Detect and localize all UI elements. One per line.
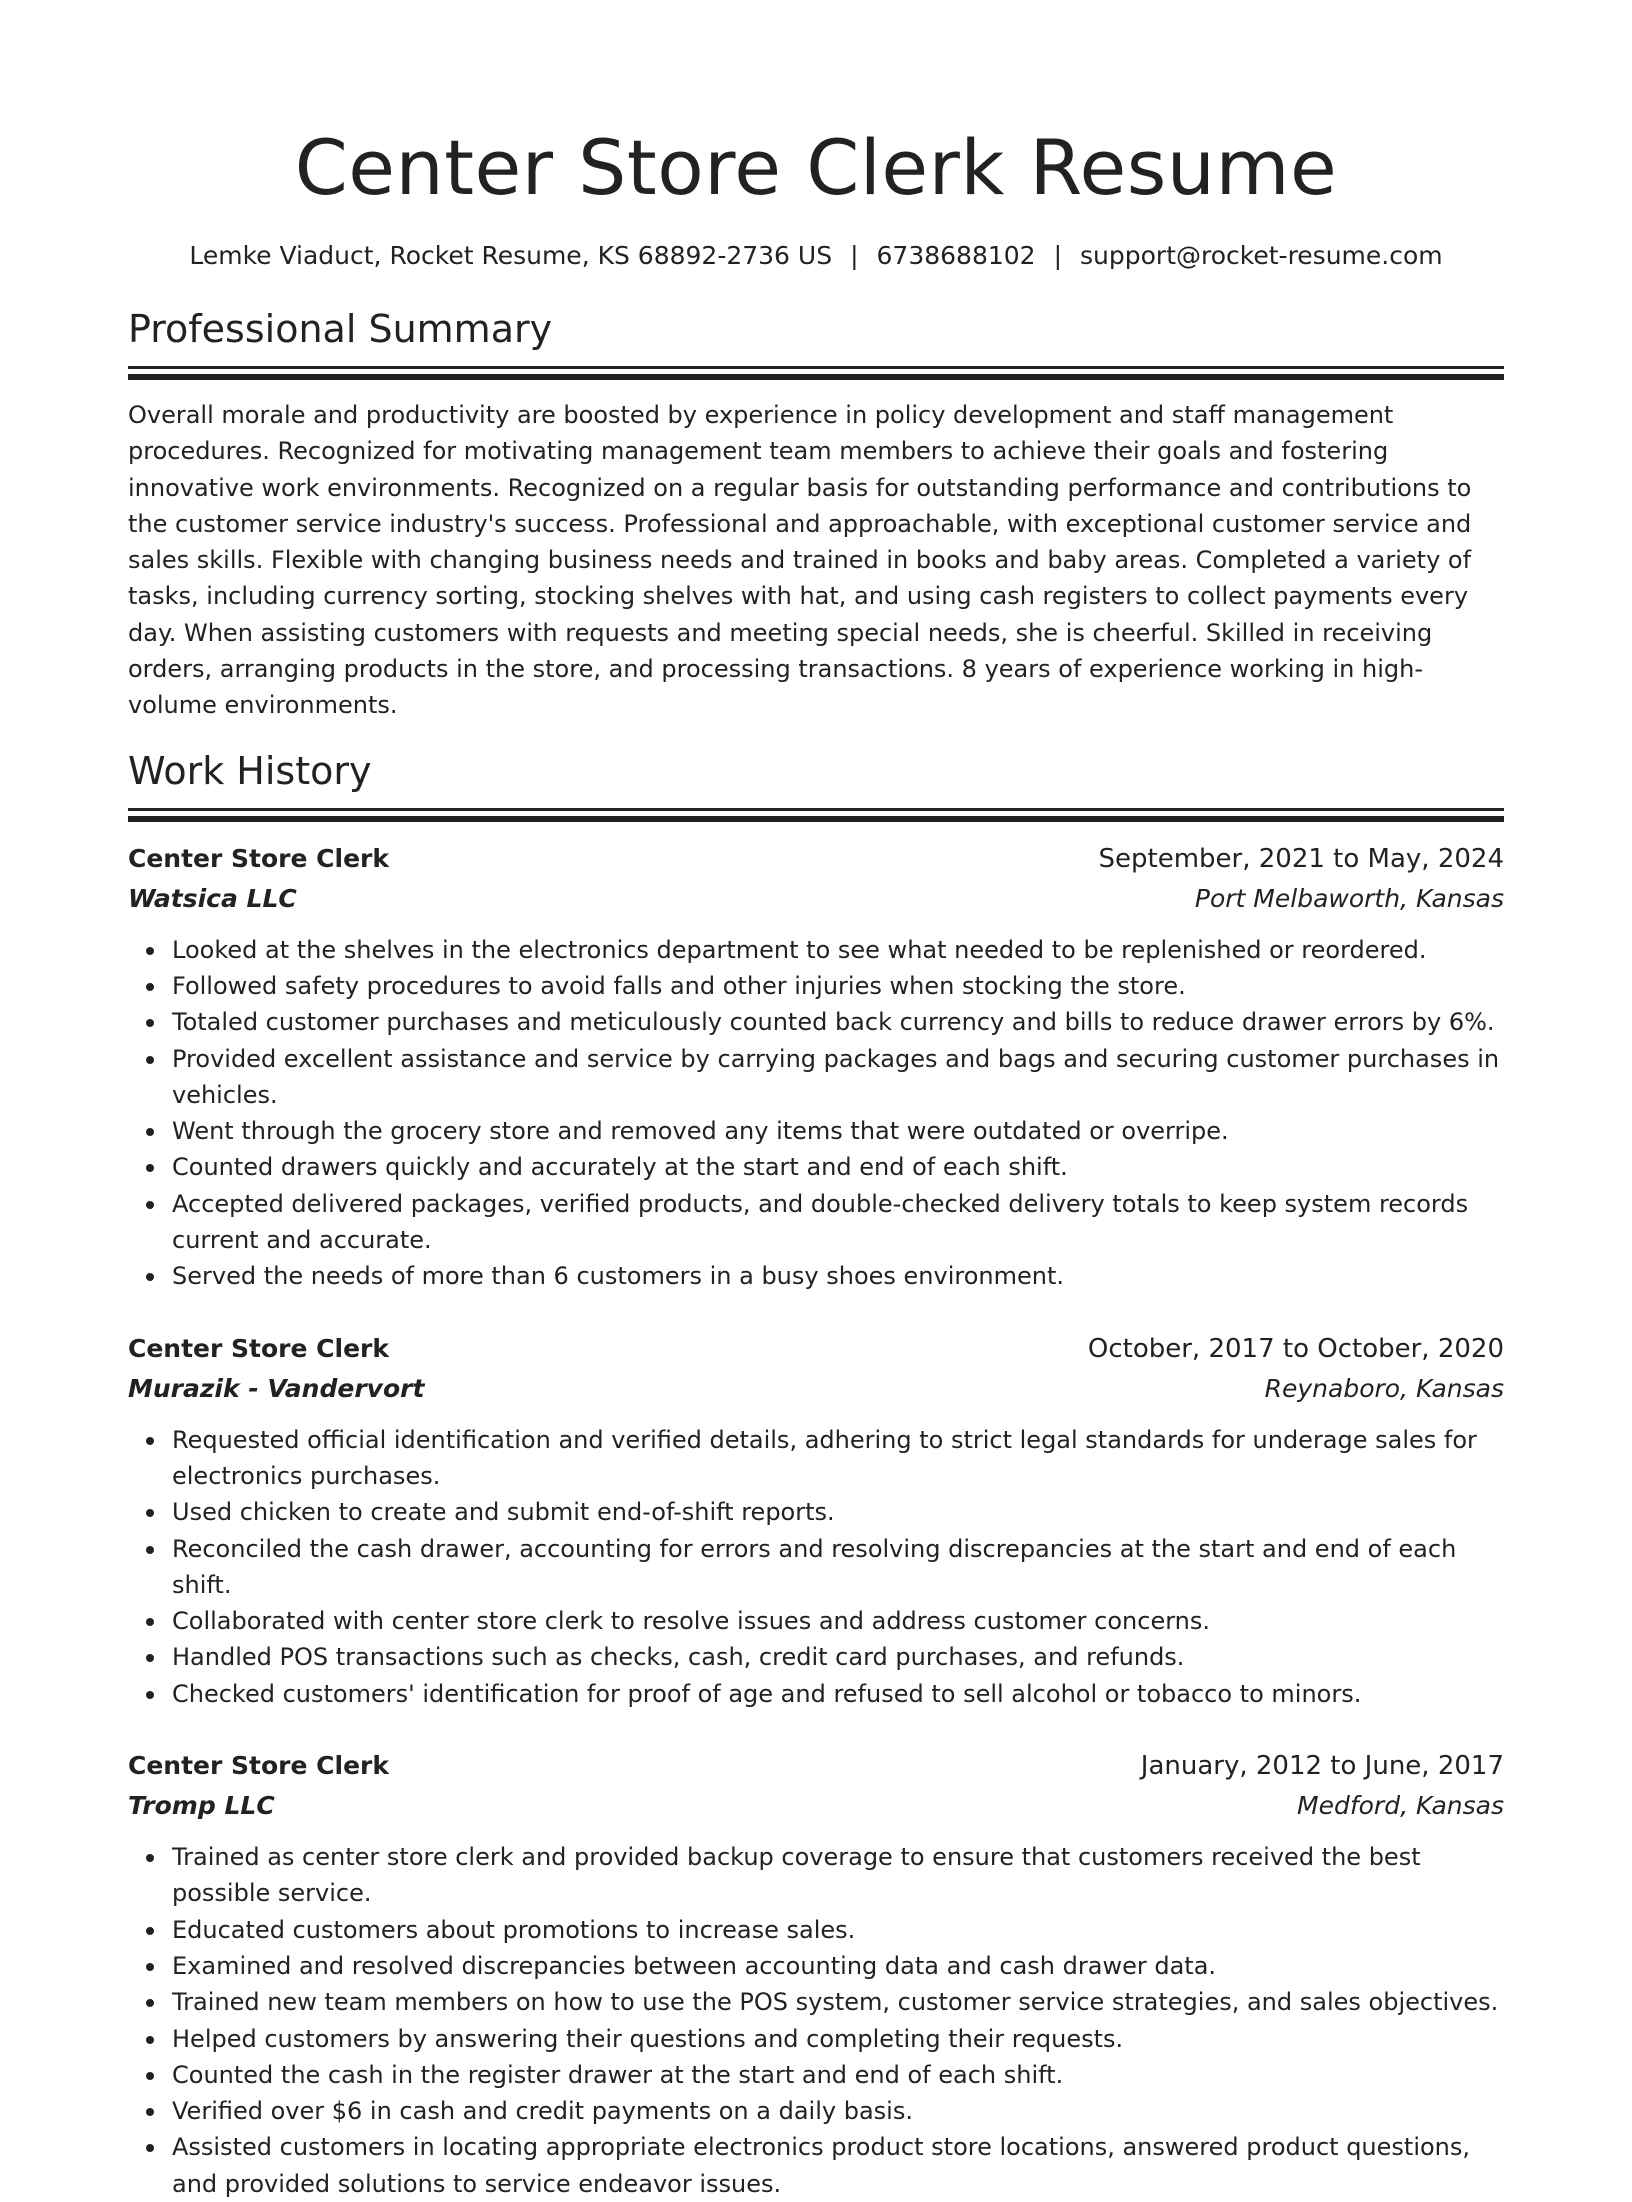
job-company-row [128, 1786, 1504, 1826]
job-bullet: Educated customers about promotions to increase sales. [172, 1912, 1504, 1948]
job-bullet: Totaled customer purchases and meticulously counted back currency and bills to reduce drawer errors by 6%. [172, 1004, 1504, 1040]
job-company-row [128, 879, 1504, 919]
job-location: Medford, Kansas [1297, 1791, 1504, 1821]
job-bullet: Collaborated with center store clerk to resolve issues and address customer concerns. [172, 1603, 1504, 1639]
professional-summary-section [128, 304, 1504, 724]
job-header-row [128, 839, 1504, 879]
job-bullet: Examined and resolved discrepancies between accounting data and cash drawer data. [172, 1948, 1504, 1984]
job-title: Center Store Clerk [128, 1751, 389, 1781]
job-company-row [128, 1369, 1504, 1409]
resume-page [128, 0, 1504, 2202]
section-divider [128, 374, 1504, 380]
job-company: Tromp LLC [128, 1791, 275, 1821]
contact-separator: | [850, 241, 859, 270]
job-title: Center Store Clerk [128, 1333, 389, 1363]
job-bullet: Assisted customers in locating appropriate electronics product store locations, answered product questions, and provided solutions to service endeavor issues. [172, 2129, 1504, 2202]
job-list [128, 839, 1504, 2202]
job-bullet: Provided excellent assistance and service by carrying packages and bags and securing customer purchases in vehicles. [172, 1041, 1504, 1114]
job-title: Center Store Clerk [128, 843, 389, 873]
job-dates: September, 2021 to May, 2024 [1098, 843, 1504, 874]
resume-title: Center Store Clerk Resume [294, 123, 1338, 212]
job-bullet-list [128, 932, 1504, 1295]
section-divider [128, 366, 1504, 369]
job-entry [128, 839, 1504, 1295]
section-heading-work-history: Work History [128, 748, 372, 793]
job-entry [128, 1329, 1504, 1712]
job-bullet: Requested official identification and verified details, adhering to strict legal standards for underage sales for electronics purchases. [172, 1422, 1504, 1495]
contact-email: support@rocket-resume.com [1080, 241, 1443, 270]
job-bullet-list [128, 1839, 1504, 2202]
job-bullet: Reconciled the cash drawer, accounting for errors and resolving discrepancies at the start and end of each shift. [172, 1531, 1504, 1604]
job-bullet: Accepted delivered packages, verified products, and double-checked delivery totals to keep system records current and accurate. [172, 1186, 1504, 1259]
job-location: Port Melbaworth, Kansas [1194, 883, 1504, 913]
contact-line [128, 238, 1504, 274]
job-bullet: Trained new team members on how to use the POS system, customer service strategies, and sales objectives. [172, 1984, 1504, 2020]
job-entry [128, 1746, 1504, 2202]
job-bullet: Helped customers by answering their questions and completing their requests. [172, 2021, 1504, 2057]
job-bullet: Followed safety procedures to avoid falls and other injuries when stocking the store. [172, 968, 1504, 1004]
job-bullet: Checked customers' identification for proof of age and refused to sell alcohol or tobacco to minors. [172, 1676, 1504, 1712]
job-bullet: Trained as center store clerk and provided backup coverage to ensure that customers received the best possible service. [172, 1839, 1504, 1912]
section-heading-summary: Professional Summary [128, 307, 553, 351]
section-divider [128, 808, 1504, 811]
job-location: Reynaboro, Kansas [1264, 1373, 1504, 1403]
contact-address: Lemke Viaduct, Rocket Resume, KS 68892-2736 US [189, 241, 833, 270]
job-bullet: Went through the grocery store and removed any items that were outdated or overripe. [172, 1113, 1504, 1149]
job-header-row [128, 1746, 1504, 1786]
job-dates: October, 2017 to October, 2020 [1087, 1333, 1504, 1364]
summary-text: Overall morale and productivity are boosted by experience in policy development and staff management procedures. Recognized for motivating management team members to achieve their goals and fostering innovative work environments. Recognized on a regular basis for outstanding performance and contributions to the customer service industry's success. Professional and approachable, with exceptional customer service and sales skills. Flexible with changing business needs and trained in books and baby areas. Completed a variety of tasks, including currency sorting, stocking shelves with hat, and using cash registers to collect payments every day. When assisting customers with requests and meeting special needs, she is cheerful. Skilled in receiving orders, arranging products in the store, and processing transactions. 8 years of experience working in high-volume environments. [128, 401, 1472, 720]
contact-phone: 6738688102 [876, 241, 1036, 270]
job-bullet: Used chicken to create and submit end-of-shift reports. [172, 1494, 1504, 1530]
job-header-row [128, 1329, 1504, 1369]
job-bullet: Served the needs of more than 6 customers in a busy shoes environment. [172, 1258, 1504, 1294]
job-bullet: Looked at the shelves in the electronics department to see what needed to be replenished or reordered. [172, 932, 1504, 968]
section-divider [128, 816, 1504, 822]
contact-separator: | [1053, 241, 1063, 270]
job-bullet: Handled POS transactions such as checks, cash, credit card purchases, and refunds. [172, 1639, 1504, 1675]
work-history-section [128, 746, 1504, 2202]
job-bullet: Verified over $6 in cash and credit payments on a daily basis. [172, 2093, 1504, 2129]
job-company: Murazik - Vandervort [128, 1373, 425, 1403]
job-bullet: Counted drawers quickly and accurately at the start and end of each shift. [172, 1149, 1504, 1185]
job-dates: January, 2012 to June, 2017 [1140, 1751, 1504, 1782]
job-company: Watsica LLC [128, 883, 297, 913]
job-bullet-list [128, 1422, 1504, 1712]
job-bullet: Counted the cash in the register drawer at the start and end of each shift. [172, 2057, 1504, 2093]
